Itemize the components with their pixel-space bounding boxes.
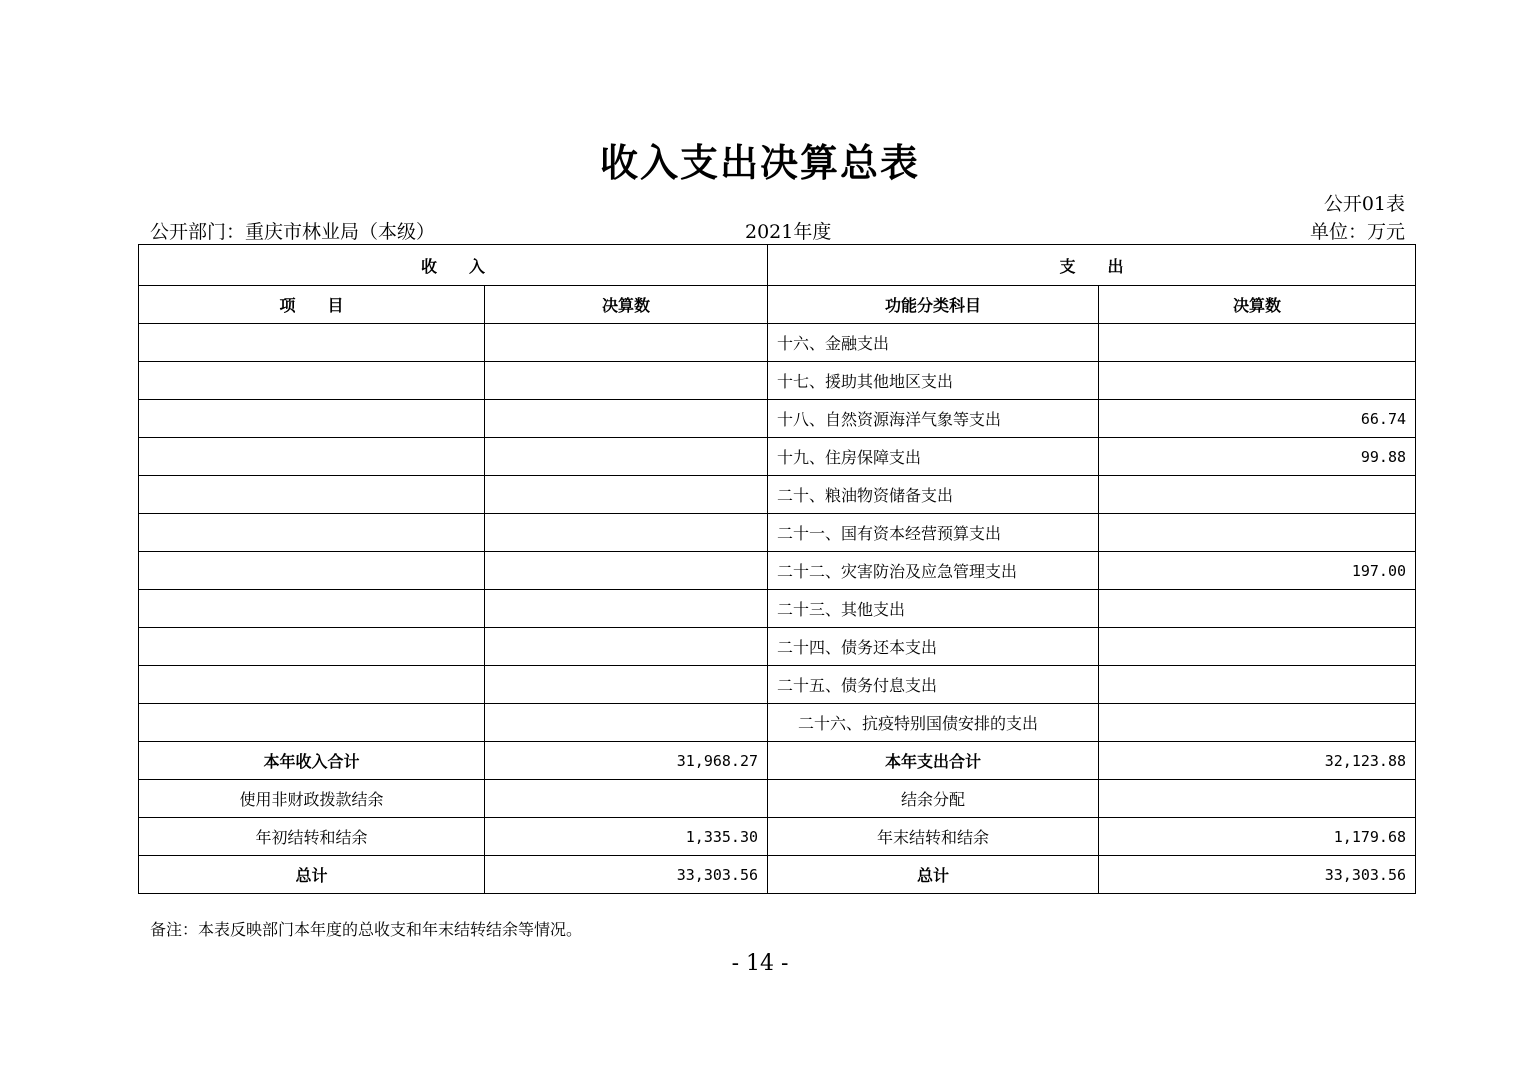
income-item-cell — [139, 476, 485, 514]
income-amount-cell — [485, 362, 768, 400]
page-title: 收入支出决算总表 — [599, 141, 920, 185]
income-item-cell — [139, 552, 485, 590]
non-fiscal-row — [139, 780, 1416, 818]
page-number: - 14 - — [731, 951, 789, 976]
table-row — [139, 704, 1416, 742]
end-balance-label: 年末结转和结余 — [768, 818, 1099, 856]
non-fiscal-label: 使用非财政拨款结余 — [139, 780, 485, 818]
begin-balance-label: 年初结转和结余 — [139, 818, 485, 856]
expense-item-cell: 二十一、国有资本经营预算支出 — [768, 514, 1099, 552]
column-header-expense-amount: 决算数 — [1099, 286, 1416, 324]
table-note: 备注：本表反映部门本年度的总收支和年末结转结余等情况。 — [150, 920, 583, 939]
column-header-income-amount: 决算数 — [485, 286, 768, 324]
expense-amount-cell — [1099, 514, 1416, 552]
expense-amount-cell — [1099, 666, 1416, 704]
expense-item-cell: 二十五、债务付息支出 — [768, 666, 1099, 704]
expense-amount-cell — [1099, 324, 1416, 362]
expense-item-cell: 二十、粮油物资储备支出 — [768, 476, 1099, 514]
income-item-cell — [139, 514, 485, 552]
table-row — [139, 514, 1416, 552]
expense-item-cell: 十八、自然资源海洋气象等支出 — [768, 400, 1099, 438]
income-item-cell — [139, 628, 485, 666]
begin-balance-value: 1,335.30 — [485, 818, 768, 856]
department-label: 公开部门：重庆市林业局（本级） — [150, 221, 436, 243]
expense-amount-cell — [1099, 628, 1416, 666]
table-row — [139, 476, 1416, 514]
income-amount-cell — [485, 552, 768, 590]
expense-amount-cell: 66.74 — [1099, 400, 1416, 438]
table-row — [139, 362, 1416, 400]
income-amount-cell — [485, 590, 768, 628]
column-header-row — [139, 286, 1416, 324]
column-header-item: 项 目 — [139, 286, 485, 324]
income-amount-cell — [485, 324, 768, 362]
expense-amount-cell — [1099, 476, 1416, 514]
income-item-cell — [139, 590, 485, 628]
grand-total-label-expense: 总计 — [768, 856, 1099, 894]
expense-amount-cell: 99.88 — [1099, 438, 1416, 476]
table-row — [139, 628, 1416, 666]
table-row — [139, 324, 1416, 362]
income-amount-cell — [485, 476, 768, 514]
expense-item-cell: 二十三、其他支出 — [768, 590, 1099, 628]
income-expense-table — [138, 244, 1416, 894]
income-amount-cell — [485, 438, 768, 476]
non-fiscal-value — [485, 780, 768, 818]
expense-amount-cell — [1099, 590, 1416, 628]
table-row — [139, 438, 1416, 476]
income-item-cell — [139, 704, 485, 742]
expense-amount-cell — [1099, 362, 1416, 400]
table-row — [139, 552, 1416, 590]
annual-total-row — [139, 742, 1416, 780]
grand-total-value-income: 33,303.56 — [485, 856, 768, 894]
surplus-distribution-value — [1099, 780, 1416, 818]
surplus-distribution-label: 结余分配 — [768, 780, 1099, 818]
income-total-label: 本年收入合计 — [139, 742, 485, 780]
income-amount-cell — [485, 628, 768, 666]
income-amount-cell — [485, 514, 768, 552]
income-amount-cell — [485, 704, 768, 742]
table-row — [139, 400, 1416, 438]
income-amount-cell — [485, 666, 768, 704]
expense-amount-cell — [1099, 704, 1416, 742]
expense-total-label: 本年支出合计 — [768, 742, 1099, 780]
expense-section-header: 支 出 — [768, 245, 1416, 286]
income-section-header: 收 入 — [139, 245, 768, 286]
balance-row — [139, 818, 1416, 856]
expense-total-value: 32,123.88 — [1099, 742, 1416, 780]
grand-total-row — [139, 856, 1416, 894]
income-amount-cell — [485, 400, 768, 438]
section-header-row — [139, 245, 1416, 286]
income-item-cell — [139, 666, 485, 704]
end-balance-value: 1,179.68 — [1099, 818, 1416, 856]
form-number: 公开01表 — [1323, 193, 1405, 215]
income-item-cell — [139, 400, 485, 438]
expense-item-cell: 十七、援助其他地区支出 — [768, 362, 1099, 400]
income-item-cell — [139, 438, 485, 476]
expense-item-cell: 十九、住房保障支出 — [768, 438, 1099, 476]
expense-item-cell: 二十六、抗疫特别国债安排的支出 — [768, 704, 1099, 742]
expense-item-cell: 十六、金融支出 — [768, 324, 1099, 362]
income-item-cell — [139, 362, 485, 400]
expense-item-cell: 二十四、债务还本支出 — [768, 628, 1099, 666]
income-total-value: 31,968.27 — [485, 742, 768, 780]
unit-label: 单位：万元 — [1309, 221, 1405, 243]
grand-total-label-income: 总计 — [139, 856, 485, 894]
expense-amount-cell: 197.00 — [1099, 552, 1416, 590]
expense-item-cell: 二十二、灾害防治及应急管理支出 — [768, 552, 1099, 590]
income-item-cell — [139, 324, 485, 362]
table-row — [139, 590, 1416, 628]
table-row — [139, 666, 1416, 704]
grand-total-value-expense: 33,303.56 — [1099, 856, 1416, 894]
column-header-function: 功能分类科目 — [768, 286, 1099, 324]
fiscal-year: 2021年度 — [745, 221, 832, 243]
